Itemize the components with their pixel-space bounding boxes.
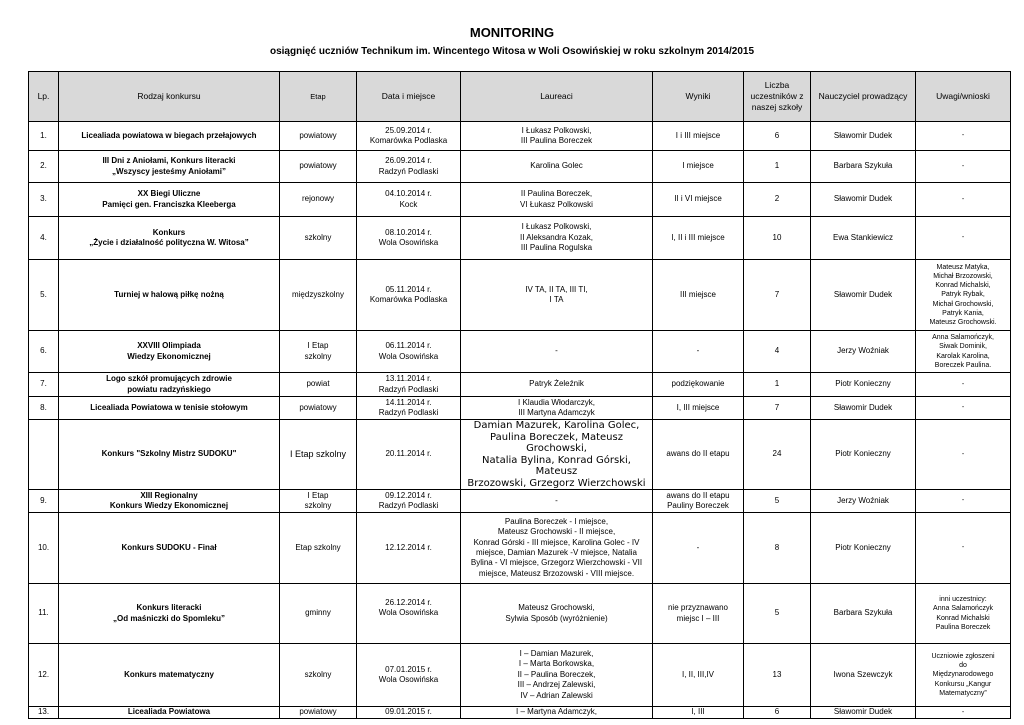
cell-data: 12.12.2014 r. xyxy=(357,513,461,584)
cell-liczba: 5 xyxy=(744,490,811,513)
cell-lp: 2. xyxy=(29,151,59,183)
page-title: MONITORING xyxy=(469,25,555,40)
cell-lp: 1. xyxy=(29,122,59,151)
cell-laureaci: I Łukasz Polkowski, II Aleksandra Kozak, III Paulina Rogulska xyxy=(461,217,653,260)
monitoring-table xyxy=(28,71,1011,719)
cell-data: 09.01.2015 r. xyxy=(357,707,461,719)
cell-nauczyciel: Piotr Konieczny xyxy=(811,513,916,584)
table-row xyxy=(29,513,1011,584)
cell-liczba: 5 xyxy=(744,584,811,644)
cell-etap: I Etap szkolny xyxy=(280,490,357,513)
cell-nauczyciel: Sławomir Dudek xyxy=(811,707,916,719)
cell-rodzaj: Logo szkół promujących zdrowie powiatu radzyńskiego xyxy=(59,373,280,397)
table-row xyxy=(29,397,1011,420)
table-row xyxy=(29,584,1011,644)
cell-laureaci: Mateusz Grochowski, Sylwia Sposób (wyróżnienie) xyxy=(461,584,653,644)
cell-lp: 4. xyxy=(29,217,59,260)
cell-wyniki: nie przyznawano miejsc I – III xyxy=(653,584,744,644)
cell-uwagi: Uczniowie zgłoszeni do Międzynarodowego Konkursu „Kangur Matematyczny” xyxy=(916,644,1011,707)
col-header-wyniki: Wyniki xyxy=(653,72,744,122)
col-header-liczba: Liczba uczestników z naszej szkoły xyxy=(744,72,811,122)
cell-nauczyciel: Sławomir Dudek xyxy=(811,122,916,151)
cell-etap: gminny xyxy=(280,584,357,644)
cell-liczba: 10 xyxy=(744,217,811,260)
col-header-data: Data i miejsce xyxy=(357,72,461,122)
cell-nauczyciel: Barbara Szykuła xyxy=(811,151,916,183)
cell-wyniki: awans do II etapu xyxy=(653,420,744,490)
cell-uwagi: inni uczestnicy: Anna Salamończyk Konrad Michalski Paulina Boreczek xyxy=(916,584,1011,644)
cell-laureaci: - xyxy=(461,331,653,373)
cell-wyniki: podziękowanie xyxy=(653,373,744,397)
table-row xyxy=(29,644,1011,707)
cell-wyniki: II i VI miejsce xyxy=(653,183,744,217)
cell-etap: powiatowy xyxy=(280,397,357,420)
cell-data: 06.11.2014 r. Wola Osowińska xyxy=(357,331,461,373)
cell-laureaci: Paulina Boreczek - I miejsce, Mateusz Grochowski - II miejsce, Konrad Górski - III miejsce, Karolina Golec - IV miejsce, Damian Mazurek -V miejsce, Natalia Bylina - VI miejsce, Grzegorz Wierzchowski - VII miejsce, Mateusz Brzozowski - VIII miejsce. xyxy=(461,513,653,584)
table-row xyxy=(29,260,1011,331)
cell-uwagi: - xyxy=(916,490,1011,513)
cell-wyniki: III miejsce xyxy=(653,260,744,331)
cell-laureaci: - xyxy=(461,490,653,513)
cell-etap: międzyszkolny xyxy=(280,260,357,331)
cell-rodzaj: Konkurs SUDOKU - Finał xyxy=(59,513,280,584)
cell-lp: 9. xyxy=(29,490,59,513)
cell-wyniki: I, II i III miejsce xyxy=(653,217,744,260)
cell-liczba: 6 xyxy=(744,707,811,719)
cell-nauczyciel: Barbara Szykuła xyxy=(811,584,916,644)
cell-uwagi: - xyxy=(916,420,1011,490)
cell-etap: rejonowy xyxy=(280,183,357,217)
cell-nauczyciel: Piotr Konieczny xyxy=(811,420,916,490)
cell-laureaci: I Klaudia Włodarczyk, III Martyna Adamczyk xyxy=(461,397,653,420)
cell-lp: 11. xyxy=(29,584,59,644)
cell-rodzaj: Konkurs matematyczny xyxy=(59,644,280,707)
cell-liczba: 7 xyxy=(744,260,811,331)
cell-etap: powiatowy xyxy=(280,151,357,183)
cell-laureaci: Damian Mazurek, Karolina Golec, Paulina Boreczek, Mateusz Grochowski, Natalia Bylina, Konrad Górski, Mateusz Brzozowski, Grzegorz Wierzchowski xyxy=(461,420,653,490)
cell-wyniki: - xyxy=(653,331,744,373)
cell-etap: Etap szkolny xyxy=(280,513,357,584)
cell-rodzaj: XX Biegi Uliczne Pamięci gen. Franciszka Kleeberga xyxy=(59,183,280,217)
cell-nauczyciel: Sławomir Dudek xyxy=(811,397,916,420)
cell-rodzaj: XXVIII Olimpiada Wiedzy Ekonomicznej xyxy=(59,331,280,373)
table-row xyxy=(29,420,1011,490)
cell-laureaci: I – Martyna Adamczyk, xyxy=(461,707,653,719)
cell-lp: 12. xyxy=(29,644,59,707)
cell-data: 20.11.2014 r. xyxy=(357,420,461,490)
cell-etap: I Etap szkolny xyxy=(280,420,357,490)
cell-uwagi: - xyxy=(916,707,1011,719)
cell-nauczyciel: Iwona Szewczyk xyxy=(811,644,916,707)
cell-nauczyciel: Jerzy Woźniak xyxy=(811,331,916,373)
cell-nauczyciel: Piotr Konieczny xyxy=(811,373,916,397)
cell-rodzaj: Licealiada powiatowa w biegach przełajowych xyxy=(59,122,280,151)
cell-lp: 8. xyxy=(29,397,59,420)
cell-wyniki: I miejsce xyxy=(653,151,744,183)
cell-etap: I Etap szkolny xyxy=(280,331,357,373)
col-header-uwagi: Uwagi/wnioski xyxy=(916,72,1011,122)
table-row xyxy=(29,331,1011,373)
table-row xyxy=(29,122,1011,151)
cell-liczba: 13 xyxy=(744,644,811,707)
cell-data: 13.11.2014 r. Radzyń Podlaski xyxy=(357,373,461,397)
cell-data: 07.01.2015 r. Wola Osowińska xyxy=(357,644,461,707)
cell-wyniki: - xyxy=(653,513,744,584)
col-header-laureaci: Laureaci xyxy=(461,72,653,122)
cell-uwagi: - xyxy=(916,183,1011,217)
col-header-lp: Lp. xyxy=(29,72,59,122)
cell-laureaci: Patryk Żeleźnik xyxy=(461,373,653,397)
cell-nauczyciel: Jerzy Woźniak xyxy=(811,490,916,513)
cell-laureaci: I – Damian Mazurek, I – Marta Borkowska, II – Paulina Boreczek, III – Andrzej Zalewski, IV – Adrian Zalewski xyxy=(461,644,653,707)
cell-laureaci: I Łukasz Polkowski, III Paulina Boreczek xyxy=(461,122,653,151)
cell-lp: 10. xyxy=(29,513,59,584)
cell-uwagi: Mateusz Matyka, Michał Brzozowski, Konrad Michalski, Patryk Rybak, Michał Grochowski, Patryk Kania, Mateusz Grochowski. xyxy=(916,260,1011,331)
cell-etap: powiatowy xyxy=(280,122,357,151)
cell-data: 26.12.2014 r. Wola Osowińska xyxy=(357,584,461,644)
header-row xyxy=(29,72,1011,122)
cell-laureaci: IV TA, II TA, III TI, I TA xyxy=(461,260,653,331)
cell-uwagi: - xyxy=(916,151,1011,183)
cell-data: 09.12.2014 r. Radzyń Podlaski xyxy=(357,490,461,513)
cell-liczba: 8 xyxy=(744,513,811,584)
cell-rodzaj: Licealiada Powiatowa xyxy=(59,707,280,719)
cell-lp: 5. xyxy=(29,260,59,331)
cell-liczba: 4 xyxy=(744,331,811,373)
cell-data: 05.11.2014 r. Komarówka Podlaska xyxy=(357,260,461,331)
cell-rodzaj: Licealiada Powiatowa w tenisie stołowym xyxy=(59,397,280,420)
cell-etap: powiat xyxy=(280,373,357,397)
table-row xyxy=(29,490,1011,513)
table-row xyxy=(29,707,1011,719)
cell-liczba: 6 xyxy=(744,122,811,151)
cell-rodzaj: XIII Regionalny Konkurs Wiedzy Ekonomicznej xyxy=(59,490,280,513)
cell-rodzaj: Konkurs literacki „Od maśniczki do Spomleku” xyxy=(59,584,280,644)
cell-uwagi: - xyxy=(916,373,1011,397)
cell-uwagi: - xyxy=(916,397,1011,420)
table-row xyxy=(29,373,1011,397)
cell-rodzaj: Konkurs "Szkolny Mistrz SUDOKU" xyxy=(59,420,280,490)
cell-etap: szkolny xyxy=(280,217,357,260)
cell-lp: 13. xyxy=(29,707,59,719)
cell-rodzaj: Konkurs „Życie i działalność polityczna W. Witosa” xyxy=(59,217,280,260)
cell-lp xyxy=(29,420,59,490)
cell-laureaci: II Paulina Boreczek, VI Łukasz Polkowski xyxy=(461,183,653,217)
cell-etap: powiatowy xyxy=(280,707,357,719)
cell-data: 26.09.2014 r. Radzyń Podlaski xyxy=(357,151,461,183)
col-header-nauczyciel: Nauczyciel prowadzący xyxy=(811,72,916,122)
cell-data: 04.10.2014 r. Kock xyxy=(357,183,461,217)
cell-uwagi: - xyxy=(916,217,1011,260)
cell-wyniki: I, III miejsce xyxy=(653,397,744,420)
cell-lp: 6. xyxy=(29,331,59,373)
cell-liczba: 1 xyxy=(744,373,811,397)
cell-nauczyciel: Sławomir Dudek xyxy=(811,183,916,217)
page-subtitle: osiągnięć uczniów Technikum im. Wincentego Witosa w Woli Osowińskiej w roku szkolnym 2014/2015 xyxy=(269,46,755,57)
cell-liczba: 24 xyxy=(744,420,811,490)
table-body xyxy=(29,122,1011,719)
cell-uwagi: Anna Salamończyk, Siwak Dominik, Karolak Karolina, Boreczek Paulina. xyxy=(916,331,1011,373)
table-row xyxy=(29,217,1011,260)
cell-nauczyciel: Ewa Stankiewicz xyxy=(811,217,916,260)
cell-wyniki: awans do II etapu Pauliny Boreczek xyxy=(653,490,744,513)
cell-nauczyciel: Sławomir Dudek xyxy=(811,260,916,331)
table-row xyxy=(29,183,1011,217)
cell-liczba: 2 xyxy=(744,183,811,217)
cell-liczba: 7 xyxy=(744,397,811,420)
cell-wyniki: I i III miejsce xyxy=(653,122,744,151)
cell-data: 08.10.2014 r. Wola Osowińska xyxy=(357,217,461,260)
table-row xyxy=(29,151,1011,183)
cell-data: 14.11.2014 r. Radzyń Podlaski xyxy=(357,397,461,420)
cell-etap: szkolny xyxy=(280,644,357,707)
cell-rodzaj: III Dni z Aniołami, Konkurs literacki „Wszyscy jesteśmy Aniołami” xyxy=(59,151,280,183)
col-header-etap: Etap xyxy=(280,72,357,122)
cell-data: 25.09.2014 r. Komarówka Podlaska xyxy=(357,122,461,151)
cell-wyniki: I, II, III,IV xyxy=(653,644,744,707)
cell-rodzaj: Turniej w halową piłkę nożną xyxy=(59,260,280,331)
cell-laureaci: Karolina Golec xyxy=(461,151,653,183)
cell-lp: 3. xyxy=(29,183,59,217)
cell-uwagi: - xyxy=(916,513,1011,584)
col-header-rodzaj: Rodzaj konkursu xyxy=(59,72,280,122)
cell-uwagi: - xyxy=(916,122,1011,151)
cell-liczba: 1 xyxy=(744,151,811,183)
cell-lp: 7. xyxy=(29,373,59,397)
cell-wyniki: I, III xyxy=(653,707,744,719)
